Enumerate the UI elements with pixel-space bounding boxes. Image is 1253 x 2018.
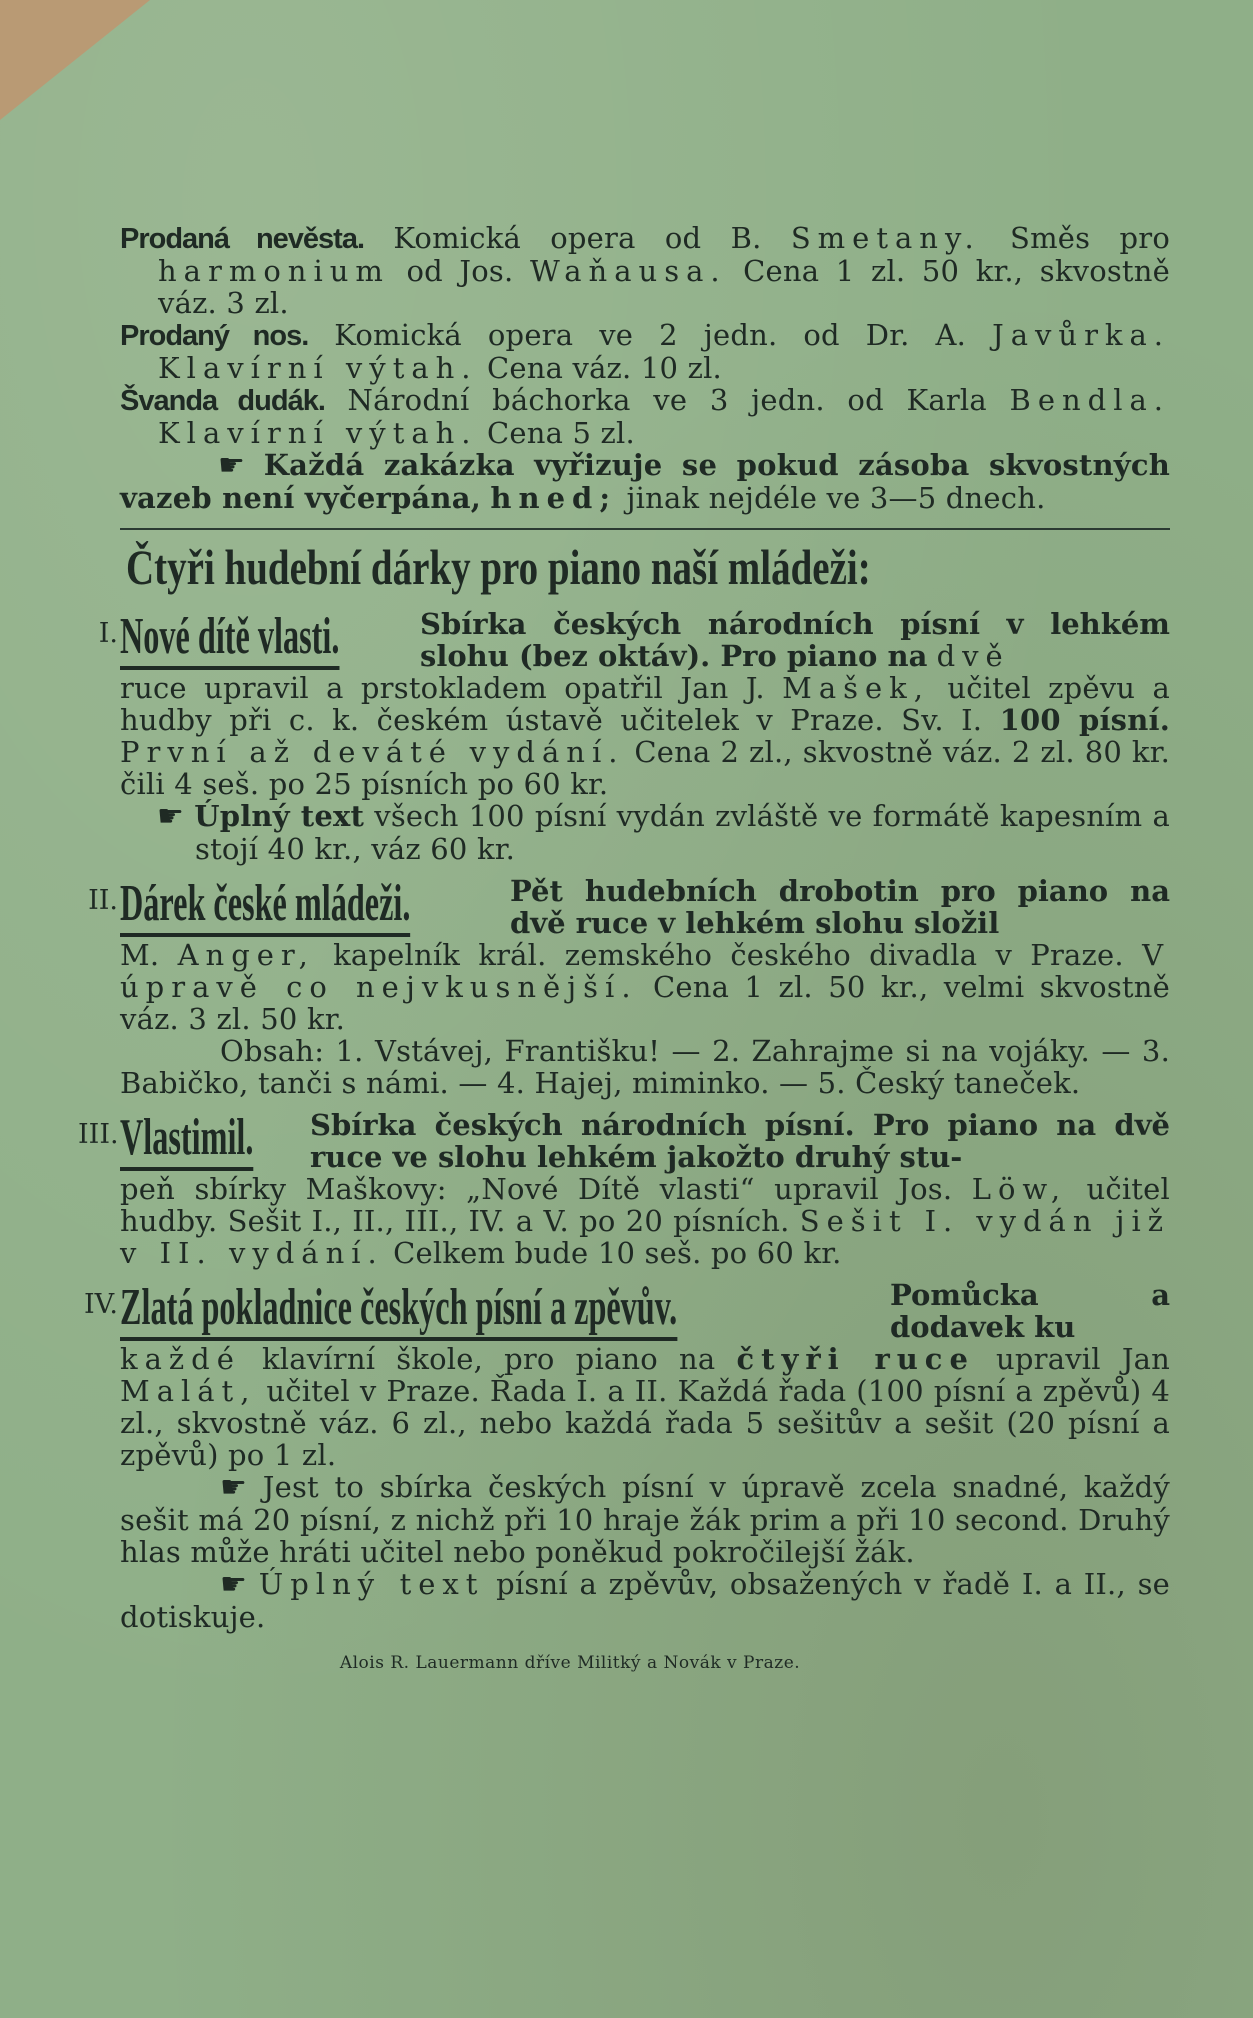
description-text: Sbírka českých národních písní v lehkém slohu (bez oktáv). Pro piano na [420,607,1170,673]
notice-emphasis: hned; [490,481,618,515]
entry-description: Sbírka českých národních písní. Pro piano na dvě ruce ve slohu lehkém jakožto druhý stu- [310,1108,1170,1174]
emphasis-text: dvě [936,639,1010,673]
arranger-name: Waňausa. [529,254,727,288]
entry-title: Zlatá pokladnice českých písní a zpěvův. [120,1279,677,1341]
body-text: ruce upravil a prstokladem opatřil Jan J. [120,671,765,705]
entry-description [420,608,1170,672]
price-text: Cena 2 zl., skvostně váz. 2 zl. 80 kr. čili 4 seš. po 25 písních po 60 kr. [120,735,1170,801]
author-name: Anger, [177,938,315,972]
ad-text: Komická opera od B. [393,221,762,255]
pointing-hand-icon: ☛ [220,1567,248,1602]
entry-body [120,672,1170,800]
title-wrap [120,875,510,937]
entry-title: Vlastimil. [120,1109,253,1171]
composer-name: Smetany. [790,221,981,255]
entry-4 [83,1278,1171,1634]
entry-numeral: I. [98,618,118,649]
entry-title: Dárek české mládeži. [120,875,410,937]
ad-text: Komická opera ve 2 jedn. od Dr. A. [334,318,967,352]
price-text: Cena 1 zl. 50 kr., velmi skvostně váz. 3 zl. 50 kr. [120,970,1170,1036]
author-name: Mašek, [782,671,930,705]
title-wrap [120,1109,310,1171]
author-name: Malát, [120,1374,257,1408]
ad-svanda-dudak [120,384,1170,449]
body-text: učitel zpěvu a hudby při c. k. českém ústavě učitelek v Praze. Sv. I. [120,671,1170,737]
ad-title: Prodaná nevěsta. [120,223,365,255]
price-text: Celkem bude 10 seš. po 60 kr. [393,1236,842,1270]
entry-note [120,800,1170,865]
entry-body [120,1173,1170,1269]
edition-type: Klavírní výtah. [158,351,478,385]
entry-numeral: III. [78,1119,119,1150]
pointing-hand-icon: ☛ [220,1470,248,1505]
torn-corner [0,0,150,120]
order-notice [120,449,1170,514]
ad-text: Směs pro [1010,221,1171,255]
note-text: písní a zpěvův, obsažených v řadě I. a II., se dotiskuje. [120,1567,1171,1634]
bold-text: 100 písní. [999,703,1171,737]
note-bold: Úplný text [194,799,365,833]
ad-text: Národní báchorka ve 3 jedn. od Karla [347,383,987,417]
ad-prodana-nevesta [120,222,1170,319]
entry-head [120,608,1170,672]
emphasis-text: každé [120,1342,241,1376]
body-text: peň sbírky Maškovy: „Nové Dítě vlasti“ upravil Jos. [120,1172,953,1206]
body-text: upravil Jan [996,1342,1171,1376]
title-wrap [120,1279,890,1341]
entry-head [120,1279,1170,1343]
entry-note-1 [120,1471,1170,1568]
pointing-hand-icon: ☛ [157,799,185,834]
entry-body [120,1343,1170,1471]
section-heading: Čtyři hudební dárky pro piano naší mládeži: [126,539,871,595]
composer-name: Bendla. [1009,383,1171,417]
author-name: Löw, [971,1172,1068,1206]
catalog-content [78,221,1171,1673]
edition-text: První až deváté vydání. [120,735,625,769]
price-text: Cena váz. 10 zl. [486,351,722,385]
notice-text: jinak nejdéle ve 3—5 dnech. [626,481,1046,515]
pointing-hand-icon: ☛ [218,448,246,483]
title-wrap [120,608,420,670]
ad-text: od Jos. [406,254,514,288]
price-text: Cena 1 zl. 50 kr., skvostně váz. 3 zl. [158,254,1171,320]
divider [120,528,1170,530]
entry-3 [78,1108,1171,1270]
entry-2 [88,874,1171,1100]
edition-type: Klavírní výtah. [158,416,478,450]
note-text: všech 100 písní vydán zvláště ve formátě kapesním a stojí 40 kr., váz 60 kr. [195,799,1170,866]
emphasis-text: čtyři ruce [736,1342,975,1376]
notice-text: Každá zakázka vyřizuje se pokud zásoba skvostných vazeb není vyčerpána, [120,448,1170,515]
edition-text: V úpravě co nejvkusnější. [120,938,1171,1004]
body-text: M. [120,938,160,972]
entry-numeral: II. [88,885,118,916]
ad-title: Švanda dudák. [120,385,325,417]
price-text: Cena 5 zl. [486,416,635,450]
entry-numeral: IV. [83,1289,118,1320]
entry-head [120,875,1170,939]
price-text: učitel v Praze. Řada I. a II. Každá řada (100 písní a zpěvů) 4 zl., skvostně váz. 6 zl., nebo každá řada 5 sešitův a sešit (20 písní a zpěvů) po 1 zl. [120,1374,1170,1472]
note-emphasis: Úplný text [258,1567,485,1601]
body-text: klavírní škole, pro piano na [261,1342,716,1376]
instrument-name: harmonium [158,254,390,288]
entry-description: Pět hudebních drobotin pro piano na dvě ruce v lehkém slohu složil [510,874,1170,940]
ad-prodany-nos [120,319,1170,384]
entry-title: Nové dítě vlasti. [120,608,339,670]
printer-imprint: Alois R. Lauermann dříve Militký a Novák v Praze. [339,1653,801,1673]
body-text: učitel hudby. Sešit I., II., III., IV. a V. po 20 písních. [120,1172,1171,1238]
body-text: kapelník král. zemského českého divadla v Praze. [333,938,1124,972]
entry-description: Pomůcka a dodavek ku [890,1278,1170,1344]
edition-text: Sešit I. vydán již v II. vydání. [120,1204,1171,1270]
entry-head [120,1109,1170,1173]
composer-name: Javůrka. [992,318,1171,352]
entry-note-2 [120,1568,1170,1633]
entry-1 [98,607,1171,866]
ad-title: Prodaný nos. [120,320,309,352]
entry-body [120,939,1170,1035]
entry-contents: Obsah: 1. Vstávej, Františku! — 2. Zahrajme si na vojáky. — 3. Babičko, tanči s námi. — 4. Hajej, miminko. — 5. Český taneček. [120,1034,1170,1100]
note-text: Jest to sbírka českých písní v úpravě zcela snadné, každý sešit má 20 písní, z nichž při 10 hraje žák prim a při 10 second. Druhý hlas může hráti učitel nebo poněkud pokročilejší žák. [120,1470,1171,1569]
